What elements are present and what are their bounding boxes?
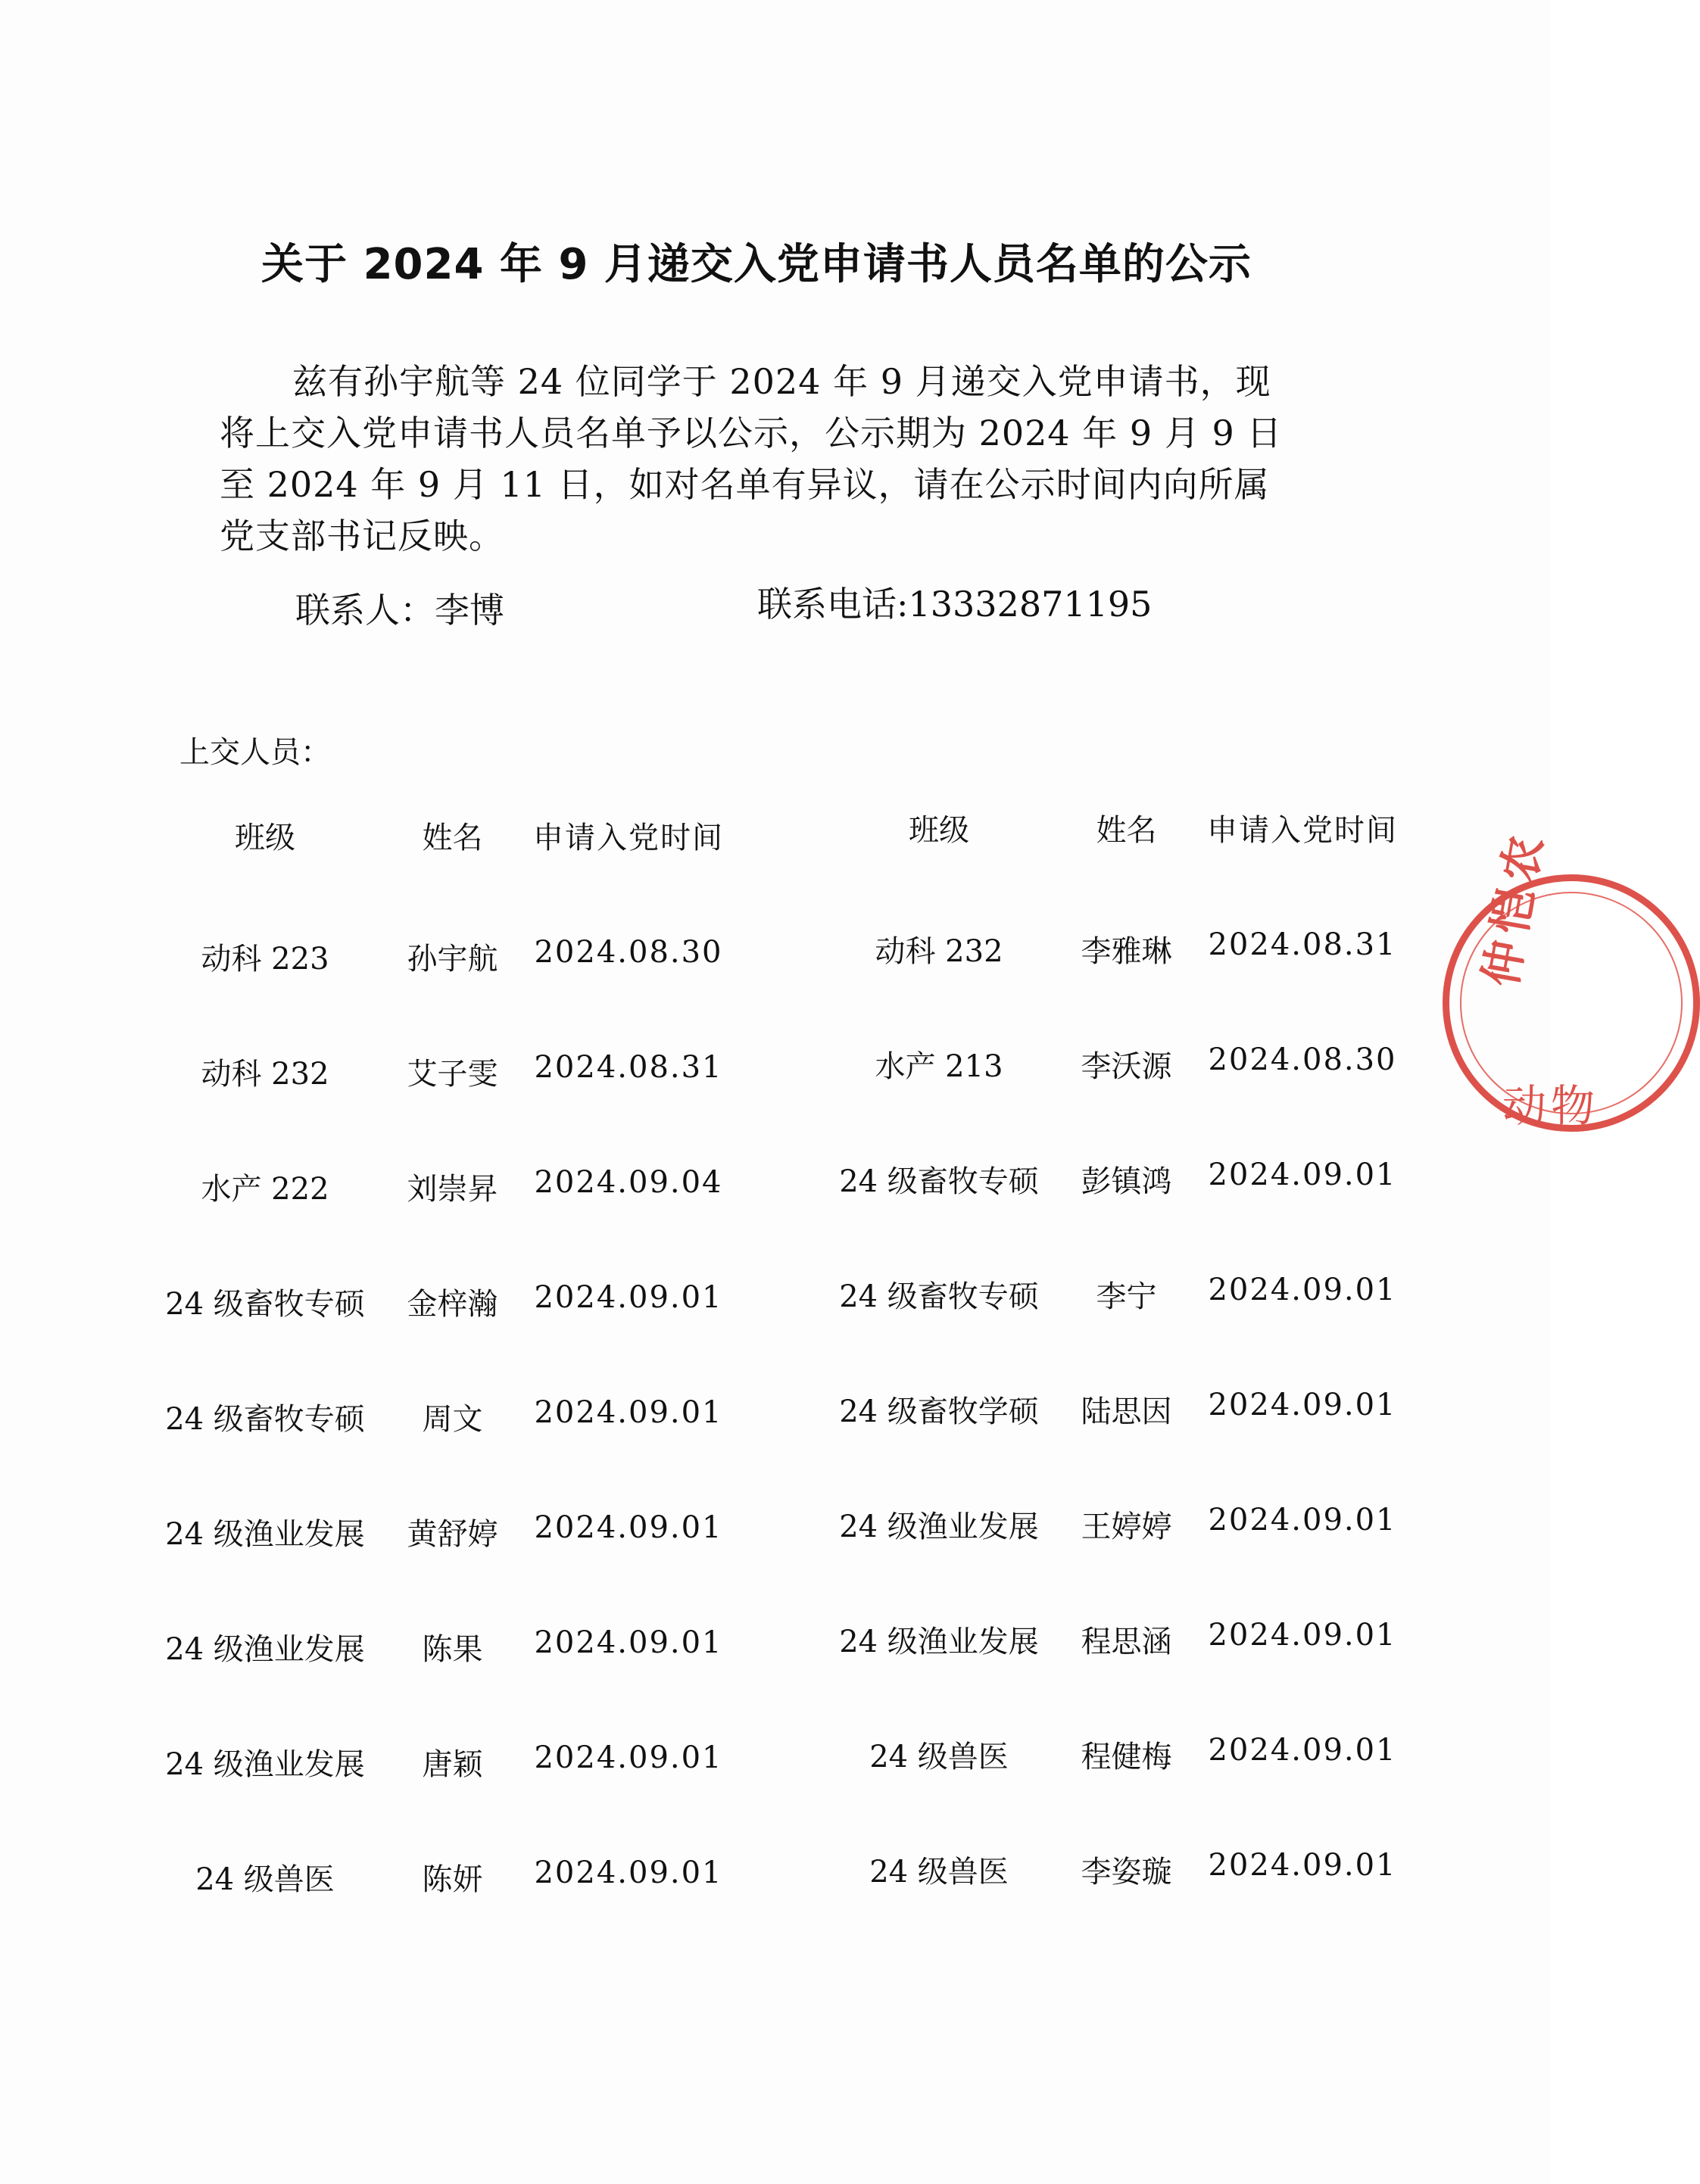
cell-name: 李姿璇 xyxy=(1081,1855,1172,1890)
cell-date: 2024.09.01 xyxy=(1208,1733,1397,1768)
cell-name: 黄舒婷 xyxy=(407,1517,498,1552)
cell-name: 程思涵 xyxy=(1081,1625,1172,1659)
table-row xyxy=(151,1280,803,1395)
table-row xyxy=(151,1050,803,1165)
cell-date: 2024.09.01 xyxy=(1208,1618,1397,1653)
cell-name: 彭镇鸿 xyxy=(1081,1164,1172,1199)
roster-left-body xyxy=(151,935,803,1971)
cell-date: 2024.08.31 xyxy=(534,1050,723,1085)
roster-column-right xyxy=(825,806,1477,1963)
cell-name: 陈果 xyxy=(422,1632,483,1667)
cell-name: 刘崇昇 xyxy=(407,1172,498,1207)
header-name: 姓名 xyxy=(422,821,483,855)
cell-name: 周文 xyxy=(422,1402,483,1437)
cell-class: 24 级渔业发展 xyxy=(165,1517,365,1552)
header-class: 班级 xyxy=(235,821,295,855)
cell-class: 水产 222 xyxy=(201,1172,329,1207)
table-row xyxy=(151,1510,803,1625)
table-row xyxy=(825,1503,1477,1618)
cell-class: 动科 232 xyxy=(875,934,1003,969)
cell-date: 2024.08.30 xyxy=(1208,1042,1397,1077)
cell-name: 唐颖 xyxy=(422,1747,483,1782)
cell-class: 24 级渔业发展 xyxy=(839,1625,1039,1659)
table-header xyxy=(151,814,803,935)
cell-class: 24 级畜牧学硕 xyxy=(839,1394,1039,1429)
cell-class: 24 级畜牧专硕 xyxy=(839,1279,1039,1314)
cell-name: 孙宇航 xyxy=(407,942,498,977)
table-row xyxy=(825,1157,1477,1273)
cell-class: 24 级渔业发展 xyxy=(165,1747,365,1782)
cell-name: 金梓瀚 xyxy=(407,1287,498,1322)
table-row xyxy=(151,1395,803,1510)
cell-date: 2024.09.01 xyxy=(1208,1157,1397,1192)
cell-class: 24 级畜牧专硕 xyxy=(165,1402,365,1437)
intro-paragraph: 兹有孙宇航等 24 位同学于 2024 年 9 月递交入党申请书，现将上交入党申请书人员名单予以公示，公示期为 2024 年 9 月 9 日至 2024 年 9 月 11 日，如对名单有异议，请在公示时间内向所属党支部书记反映。 xyxy=(220,361,1283,556)
cell-name: 程健梅 xyxy=(1081,1740,1172,1774)
table-row xyxy=(825,1042,1477,1157)
cell-name: 艾子雯 xyxy=(407,1057,498,1092)
cell-class: 动科 223 xyxy=(201,942,329,977)
cell-class: 24 级兽医 xyxy=(869,1740,1009,1774)
cell-name: 陈妍 xyxy=(422,1862,483,1897)
cell-name: 陆思因 xyxy=(1081,1394,1172,1429)
section-label: 上交人员： xyxy=(179,735,331,770)
cell-date: 2024.08.31 xyxy=(1208,927,1397,962)
table-header xyxy=(825,806,1477,927)
cell-date: 2024.09.01 xyxy=(534,1625,723,1660)
contact-person: 联系人：李博 xyxy=(295,590,504,631)
cell-date: 2024.09.01 xyxy=(534,1855,723,1890)
cell-date: 2024.09.01 xyxy=(1208,1273,1397,1307)
cell-date: 2024.09.01 xyxy=(534,1510,723,1545)
cell-class: 水产 213 xyxy=(875,1049,1003,1084)
cell-name: 王婷婷 xyxy=(1081,1509,1172,1544)
page-title: 关于 2024 年 9 月递交入党申请书人员名单的公示 xyxy=(261,240,1252,289)
cell-class: 24 级兽医 xyxy=(195,1862,335,1897)
header-name: 姓名 xyxy=(1096,813,1157,848)
cell-date: 2024.08.30 xyxy=(534,935,723,970)
cell-date: 2024.09.01 xyxy=(534,1280,723,1315)
seal-text-top: 仲恺农 xyxy=(1474,824,1555,991)
table-row xyxy=(151,1625,803,1740)
contact-phone: 联系电话:13332871195 xyxy=(757,584,1153,625)
table-row xyxy=(825,1618,1477,1733)
cell-date: 2024.09.01 xyxy=(534,1395,723,1430)
roster-column-left xyxy=(151,814,803,1971)
cell-name: 李沃源 xyxy=(1081,1049,1172,1084)
cell-date: 2024.09.01 xyxy=(1208,1848,1397,1883)
cell-date: 2024.09.01 xyxy=(1208,1388,1397,1422)
table-row xyxy=(825,1388,1477,1503)
cell-class: 24 级畜牧专硕 xyxy=(839,1164,1039,1199)
table-row xyxy=(825,1848,1477,1963)
cell-date: 2024.09.04 xyxy=(534,1165,723,1200)
table-row xyxy=(825,1273,1477,1388)
cell-name: 李雅琳 xyxy=(1081,934,1172,969)
table-row xyxy=(151,935,803,1050)
table-row xyxy=(151,1740,803,1855)
table-row xyxy=(825,927,1477,1042)
cell-date: 2024.09.01 xyxy=(534,1740,723,1775)
cell-class: 24 级畜牧专硕 xyxy=(165,1287,365,1322)
cell-name: 李宁 xyxy=(1096,1279,1157,1314)
seal-text-bottom: 动物 xyxy=(1502,1080,1600,1132)
cell-class: 24 级渔业发展 xyxy=(839,1509,1039,1544)
cell-class: 动科 232 xyxy=(201,1057,329,1092)
cell-class: 24 级兽医 xyxy=(869,1855,1009,1890)
official-seal xyxy=(1443,824,1700,1132)
cell-class: 24 级渔业发展 xyxy=(165,1632,365,1667)
cell-date: 2024.09.01 xyxy=(1208,1503,1397,1538)
table-row xyxy=(151,1855,803,1971)
header-date: 申请入党时间 xyxy=(1207,813,1398,848)
table-row xyxy=(825,1733,1477,1848)
table-row xyxy=(151,1165,803,1280)
header-date: 申请入党时间 xyxy=(533,821,724,855)
header-class: 班级 xyxy=(909,813,969,848)
roster-right-body xyxy=(825,927,1477,1963)
